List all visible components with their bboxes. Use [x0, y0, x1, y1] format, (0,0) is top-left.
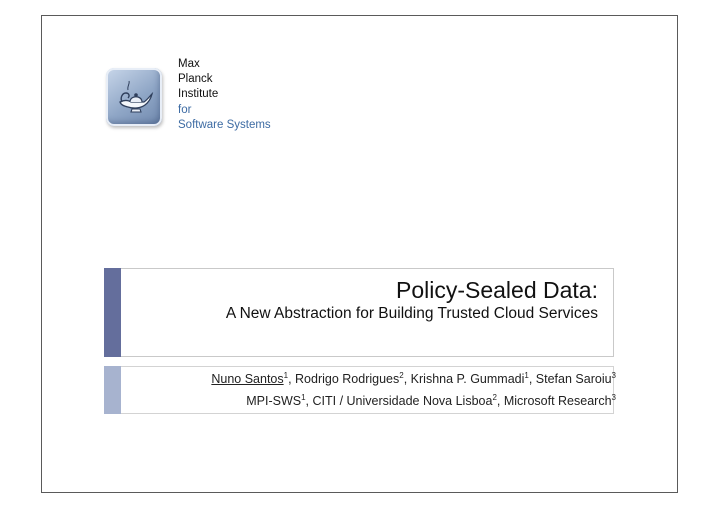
- slide-title: Policy-Sealed Data:: [396, 277, 598, 303]
- affiliation-sup: 1: [301, 393, 306, 402]
- separator: ,: [305, 394, 313, 408]
- institute-line: Planck: [178, 73, 213, 86]
- institute-line: Institute: [178, 88, 219, 101]
- author-name: Rodrigo Rodrigues: [295, 372, 400, 386]
- institute-line: Software Systems: [178, 118, 271, 131]
- author-affil-sup: 1: [283, 371, 289, 380]
- author-affil-sup: 1: [524, 371, 529, 380]
- author-name: Krishna P. Gummadi: [410, 372, 525, 386]
- author-affil-sup: 3: [611, 371, 616, 380]
- institute-name: [178, 57, 271, 133]
- mpi-logo: [106, 68, 162, 126]
- affiliation: CITI / Universidade Nova Lisboa: [312, 394, 493, 408]
- institute-line: Max: [178, 58, 200, 70]
- author-name: Stefan Saroiu: [535, 372, 612, 386]
- author-affil-sup: 2: [399, 371, 404, 380]
- separator: ,: [403, 372, 411, 386]
- author-name: Nuno Santos: [211, 372, 284, 386]
- separator: ,: [288, 372, 296, 386]
- affiliation: Microsoft Research: [503, 394, 612, 408]
- affiliation-sup: 3: [611, 393, 616, 402]
- author-accent-bar: [104, 366, 121, 414]
- separator: ,: [528, 372, 536, 386]
- affiliation-sup: 2: [492, 393, 497, 402]
- affiliation: MPI-SWS: [246, 394, 302, 408]
- separator: ,: [496, 394, 504, 408]
- genie-lamp-icon: [114, 78, 154, 116]
- author-list: [211, 372, 616, 386]
- institute-line: for: [178, 103, 192, 116]
- title-accent-bar: [104, 268, 121, 357]
- affiliation-list: [246, 394, 616, 408]
- slide-subtitle: A New Abstraction for Building Trusted Cloud Services: [225, 305, 598, 322]
